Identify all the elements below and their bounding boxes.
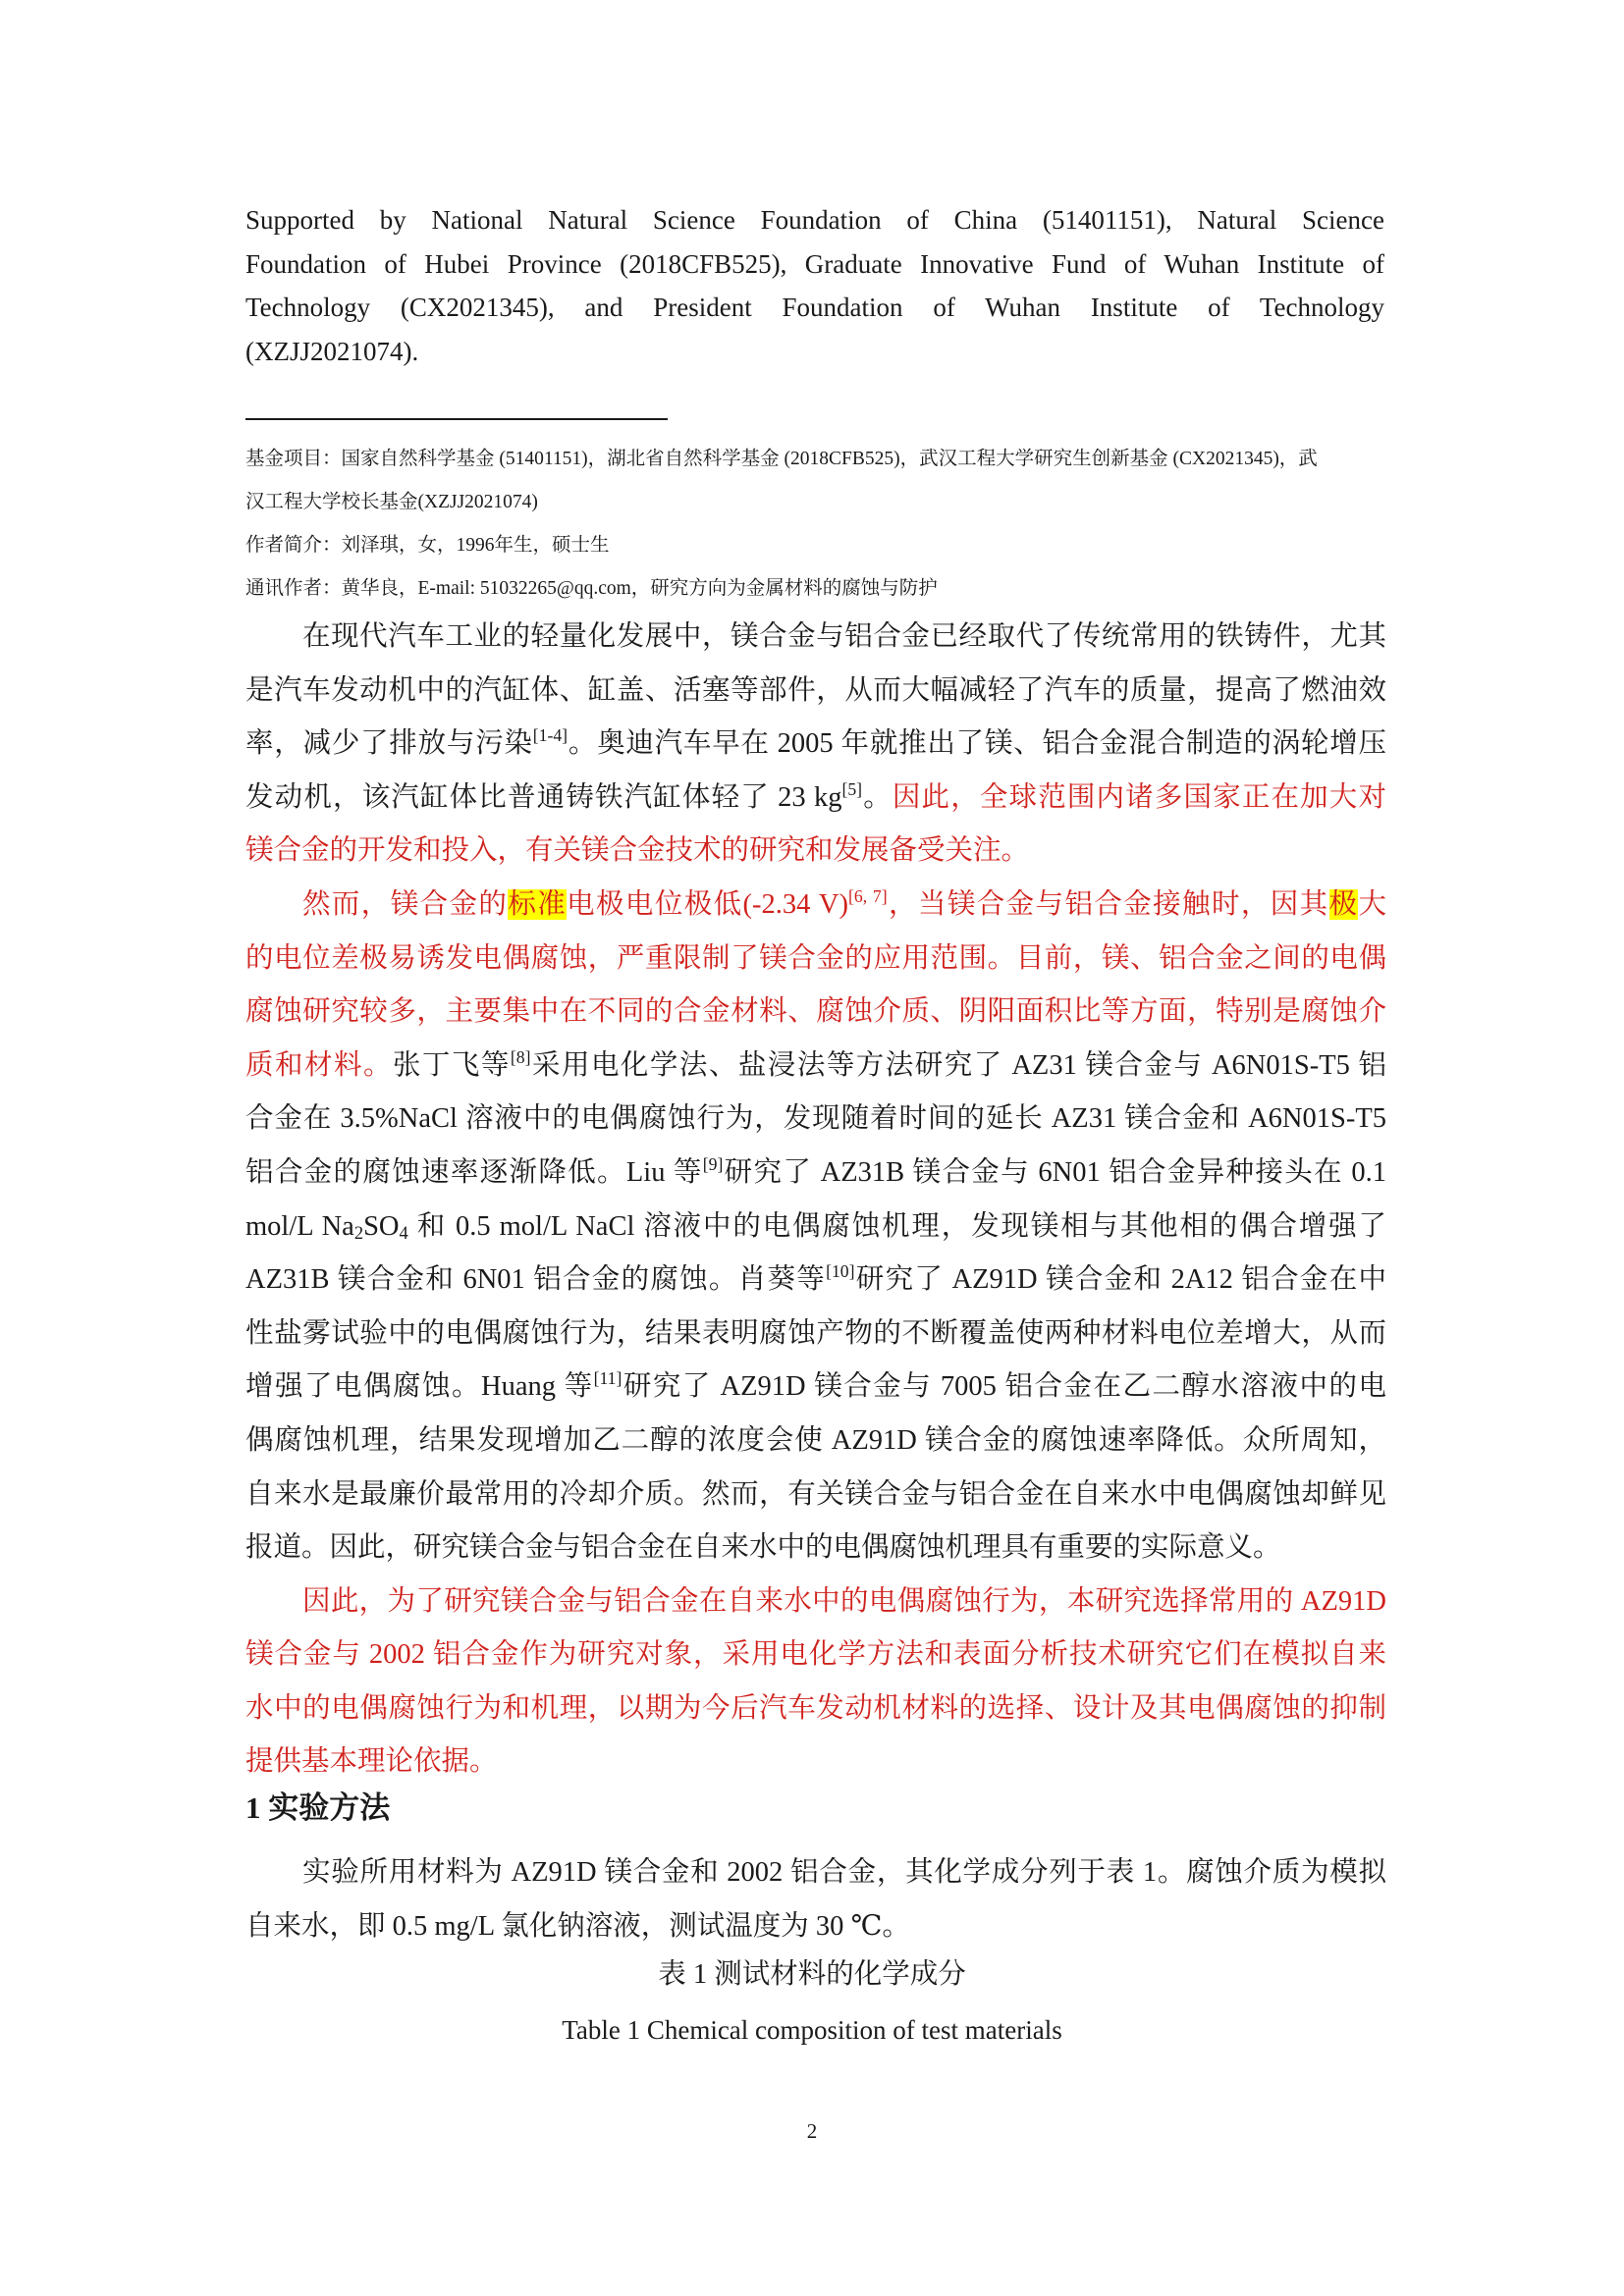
- highlighted-text: 极: [1328, 888, 1359, 920]
- citation: [5]: [841, 778, 863, 799]
- funding-en-line-2: Foundation of Hubei Province (2018CFB525), Graduate Innovative Fund of Wuhan Institute of: [245, 248, 1384, 279]
- footnote-corresponding-author: 通讯作者：黄华良，E-mail: 51032265@qq.com，研究方向为金属材料的腐蚀与防护: [245, 578, 938, 599]
- para1-text: 。: [862, 781, 893, 813]
- para2-text: mol/L Na: [245, 1210, 354, 1242]
- para2-line-2: 的电位差极易诱发电偶腐蚀，严重限制了镁合金的应用范围。目前，镁、铝合金之间的电偶: [245, 942, 1386, 974]
- citation: [1-4]: [532, 725, 568, 746]
- para2-text: 研究了 AZ91D 镁合金与 7005 铝合金在乙二醇水溶液中的电: [622, 1371, 1386, 1403]
- para2-line-6: [245, 1147, 1386, 1201]
- citation: [6, 7]: [847, 886, 888, 907]
- para2-line-8: [245, 1254, 1386, 1308]
- para2-text: 大: [1358, 888, 1386, 920]
- para2-line-5: 合金在 3.5%NaCl 溶液中的电偶腐蚀行为，发现随着时间的延长 AZ31 镁合金和 A6N01S-T5: [245, 1103, 1386, 1135]
- method-line-2: 自来水，即 0.5 mg/L 氯化钠溶液，测试温度为 30 ℃。: [245, 1911, 910, 1942]
- para2-text: 电极电位极低(-2.34 V): [567, 888, 848, 920]
- subscript: 4: [399, 1223, 408, 1245]
- para1-text: 发动机，该汽缸体比普通铸铁汽缸体轻了 23 kg: [245, 781, 842, 813]
- para1-line-1: 在现代汽车工业的轻量化发展中，镁合金与铝合金已经取代了传统常用的铁铸件，尤其: [302, 621, 1386, 652]
- para2-text: 研究了 AZ31B 镁合金与 6N01 铝合金异种接头在 0.1: [723, 1156, 1386, 1188]
- footnote-divider: [245, 418, 668, 420]
- para2-text: 采用电化学法、盐浸法等方法研究了 AZ31 镁合金与 A6N01S-T5 铝: [530, 1049, 1386, 1081]
- para1-line-4: [245, 772, 1386, 826]
- method-line-1: 实验所用材料为 AZ91D 镁合金和 2002 铝合金，其化学成分列于表 1。腐蚀介质为模拟: [302, 1857, 1386, 1888]
- para2-line-9: 性盐雾试验中的电偶腐蚀行为，结果表明腐蚀产物的不断覆盖使两种材料电位差增大，从而: [245, 1317, 1386, 1349]
- table-caption-cn: 表 1 测试材料的化学成分: [658, 1959, 966, 1990]
- citation: [8]: [510, 1046, 531, 1067]
- para1-red-text: 因此，全球范围内诸多国家正在加大对: [892, 781, 1386, 813]
- para2-text: 铝合金的腐蚀速率逐渐降低。Liu 等: [245, 1156, 703, 1188]
- page-number: 2: [806, 2119, 818, 2143]
- citation: [9]: [702, 1153, 724, 1174]
- para2-text: 和 0.5 mol/L NaCl 溶液中的电偶腐蚀机理，发现镁相与其他相的偶合增强了: [407, 1210, 1386, 1242]
- footnotes: [245, 438, 1386, 611]
- citation: [10]: [826, 1261, 855, 1282]
- para2-line-1: [245, 879, 1386, 933]
- para2-text: 然而，镁合金的: [302, 888, 509, 920]
- para2-line-7: [245, 1201, 1386, 1255]
- para2-text: 增强了电偶腐蚀。Huang 等: [245, 1371, 594, 1403]
- para1-text: 率，减少了排放与污染: [245, 728, 533, 760]
- method-paragraph: [245, 1845, 1386, 1953]
- citation: [11]: [593, 1368, 623, 1389]
- para2-red-text: 质和材料。: [245, 1049, 393, 1081]
- footnote-fund-line-1: 基金项目：国家自然科学基金 (51401151)，湖北省自然科学基金 (2018CFB525)，武汉工程大学研究生创新基金 (CX2021345)，武: [245, 449, 1318, 469]
- footnote-fund-line-2: 汉工程大学校长基金(XZJJ2021074): [245, 492, 538, 512]
- footnote-author: 作者简介：刘泽琪，女，1996年生，硕士生: [245, 535, 610, 556]
- table-caption-en: Table 1 Chemical composition of test materials: [562, 2015, 1062, 2045]
- para2-line-3: 腐蚀研究较多，主要集中在不同的合金材料、腐蚀介质、阴阳面积比等方面，特别是腐蚀介: [245, 996, 1386, 1028]
- funding-en-line-1: Supported by National Natural Science Foundation of China (51401151), Natural Science: [245, 205, 1384, 235]
- para2-text: SO: [363, 1210, 400, 1242]
- para2-line-10: [245, 1361, 1386, 1415]
- subscript: 2: [353, 1223, 364, 1245]
- para1-line-3: [245, 718, 1386, 772]
- para1-text: 。奥迪汽车早在 2005 年就推出了镁、铝合金混合制造的涡轮增压: [568, 728, 1386, 760]
- para2-text: 张丁飞等: [392, 1049, 511, 1081]
- para2-text: 研究了 AZ91D 镁合金和 2A12 铝合金在中: [854, 1264, 1386, 1296]
- para1-line-5: 镁合金的开发和投入，有关镁合金技术的研究和发展备受关注。: [245, 835, 1030, 867]
- section-heading: 1 实验方法: [245, 1790, 391, 1825]
- funding-en-line-4: (XZJJ2021074).: [245, 336, 419, 366]
- para2-line-13: 报道。因此，研究镁合金与铝合金在自来水中的电偶腐蚀机理具有重要的实际意义。: [245, 1532, 1281, 1564]
- para1-line-2: 是汽车发动机中的汽缸体、缸盖、活塞等部件，从而大幅减轻了汽车的质量，提高了燃油效: [245, 674, 1386, 706]
- para3-line-3: 水中的电偶腐蚀行为和机理，以期为今后汽车发动机材料的选择、设计及其电偶腐蚀的抑制: [245, 1692, 1386, 1724]
- para2-text: AZ31B 镁合金和 6N01 铝合金的腐蚀。肖葵等: [245, 1264, 827, 1296]
- highlighted-text: 标准: [508, 888, 568, 920]
- funding-statement-en: [245, 198, 1384, 373]
- para3-line-2: 镁合金与 2002 铝合金作为研究对象，采用电化学方法和表面分析技术研究它们在模拟自来: [245, 1639, 1386, 1671]
- introduction-body: [245, 611, 1386, 1789]
- para3-line-4: 提供基本理论依据。: [245, 1746, 498, 1778]
- para3-line-1: 因此，为了研究镁合金与铝合金在自来水中的电偶腐蚀行为，本研究选择常用的 AZ91D: [302, 1585, 1386, 1617]
- para2-line-4: [245, 1040, 1386, 1094]
- para2-text: ，当镁合金与铝合金接触时，因其: [887, 888, 1329, 920]
- funding-en-line-3: Technology (CX2021345), and President Foundation of Wuhan Institute of Technology: [245, 293, 1384, 322]
- para2-line-11: 偶腐蚀机理，结果发现增加乙二醇的浓度会使 AZ91D 镁合金的腐蚀速率降低。众所周知，: [245, 1424, 1386, 1456]
- para2-line-12: 自来水是最廉价最常用的冷却介质。然而，有关镁合金与铝合金在自来水中电偶腐蚀却鲜见: [245, 1478, 1386, 1510]
